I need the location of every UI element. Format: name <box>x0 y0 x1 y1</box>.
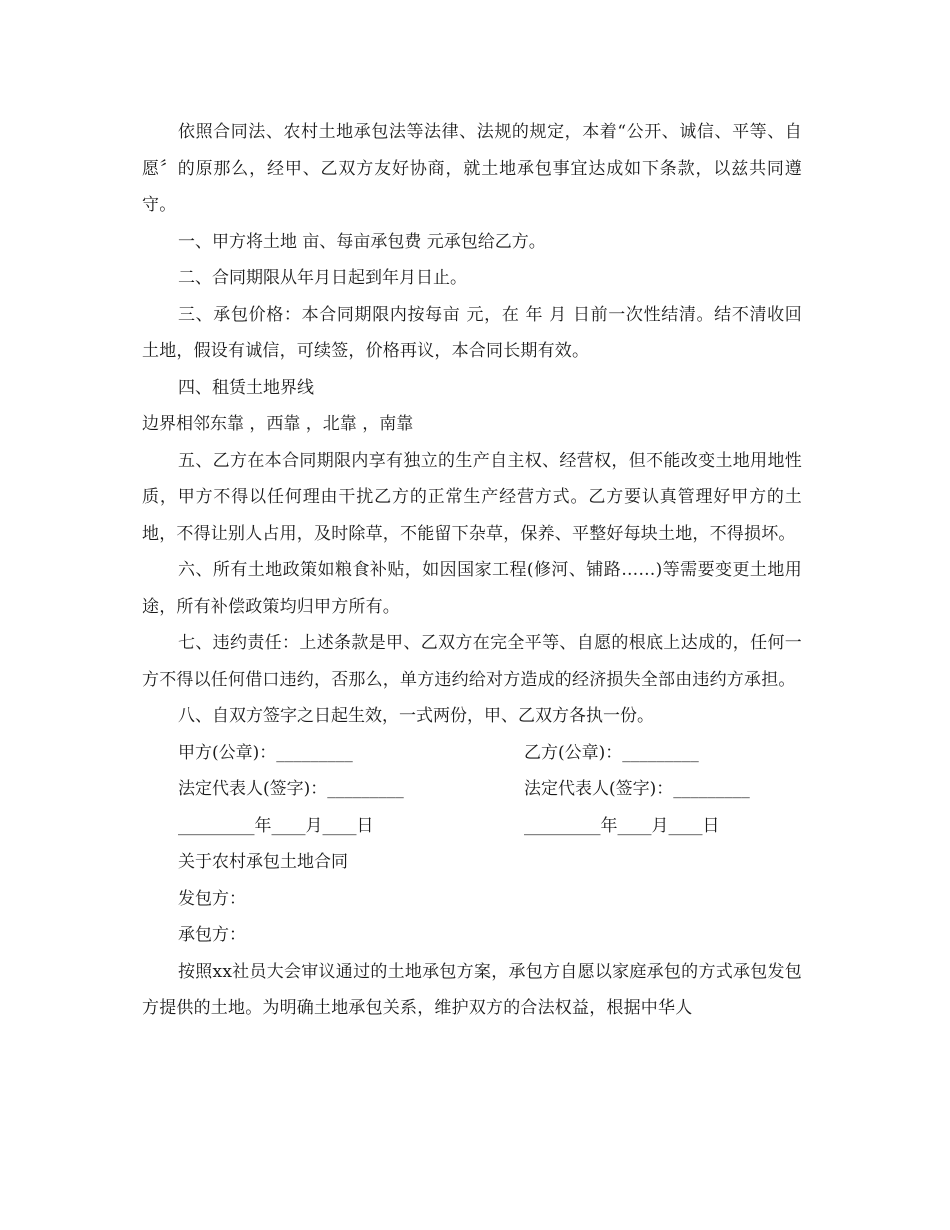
intro-paragraph: 依照合同法、农村土地承包法等法律、法规的规定，本着“公开、诚信、平等、自愿〞的原那么，经甲、乙双方友好协商，就土地承包事宜达成如下条款，以兹共同遵守。 <box>142 122 802 215</box>
issuer-line: 发包方： <box>178 888 246 909</box>
boundary-line: 边界相邻东靠 ，西靠 ，北靠 ，南靠 <box>142 414 414 434</box>
clause-7: 七、违约责任：上述条款是甲、乙双方在完全平等、自愿的根底上达成的，任何一方不得以任何借口违约，否那么，单方违约给对方造成的经济损失全部由违约方承担。 <box>142 633 802 690</box>
clause-4: 四、租赁土地界线 <box>178 377 314 398</box>
signature-row-seal <box>142 735 802 772</box>
second-contract-title: 关于农村承包土地合同 <box>178 852 348 872</box>
party-b-date: _________年____月____日 <box>524 815 720 836</box>
second-contract-body: 按照xx社员大会审议通过的土地承包方案，承包方自愿以家庭承包的方式承包发包方提供的土地。为明确土地承包关系，维护双方的合法权益，根据中华人 <box>142 961 802 1018</box>
party-a-seal: 甲方(公章)：_________ <box>178 742 353 763</box>
party-b-seal: 乙方(公章)：_________ <box>524 742 699 763</box>
signature-row-representative <box>142 771 802 808</box>
party-a-date: _________年____月____日 <box>178 815 374 836</box>
clause-6: 六、所有土地政策如粮食补贴，如因国家工程(修河、铺路……)等需要变更土地用途，所有补偿政策均归甲方所有。 <box>142 560 802 617</box>
clause-5: 五、乙方在本合同期限内享有独立的生产自主权、经营权，但不能改变土地用地性质，甲方不得以任何理由干扰乙方的正常生产经营方式。乙方要认真管理好甲方的土地，不得让别人占用，及时除草，不能留下杂草，保养、平整好每块土地，不得损坏。 <box>142 450 802 544</box>
clause-8: 八、自双方签字之日起生效，一式两份，甲、乙双方各执一份。 <box>178 706 654 726</box>
party-b-representative: 法定代表人(签字)：_________ <box>524 779 750 799</box>
contractor-line: 承包方： <box>178 925 246 945</box>
document-page <box>142 114 802 1027</box>
signature-row-date <box>142 808 802 845</box>
party-a-representative: 法定代表人(签字)：_________ <box>178 779 404 799</box>
clause-2: 二、合同期限从年月日起到年月日止。 <box>178 268 467 288</box>
clause-1: 一、甲方将土地 亩、每亩承包费 元承包给乙方。 <box>178 231 546 252</box>
clause-3: 三、承包价格：本合同期限内按每亩 元，在 年 月 日前一次性结清。结不清收回土地，假设有诚信，可续签，价格再议，本合同长期有效。 <box>142 304 802 361</box>
